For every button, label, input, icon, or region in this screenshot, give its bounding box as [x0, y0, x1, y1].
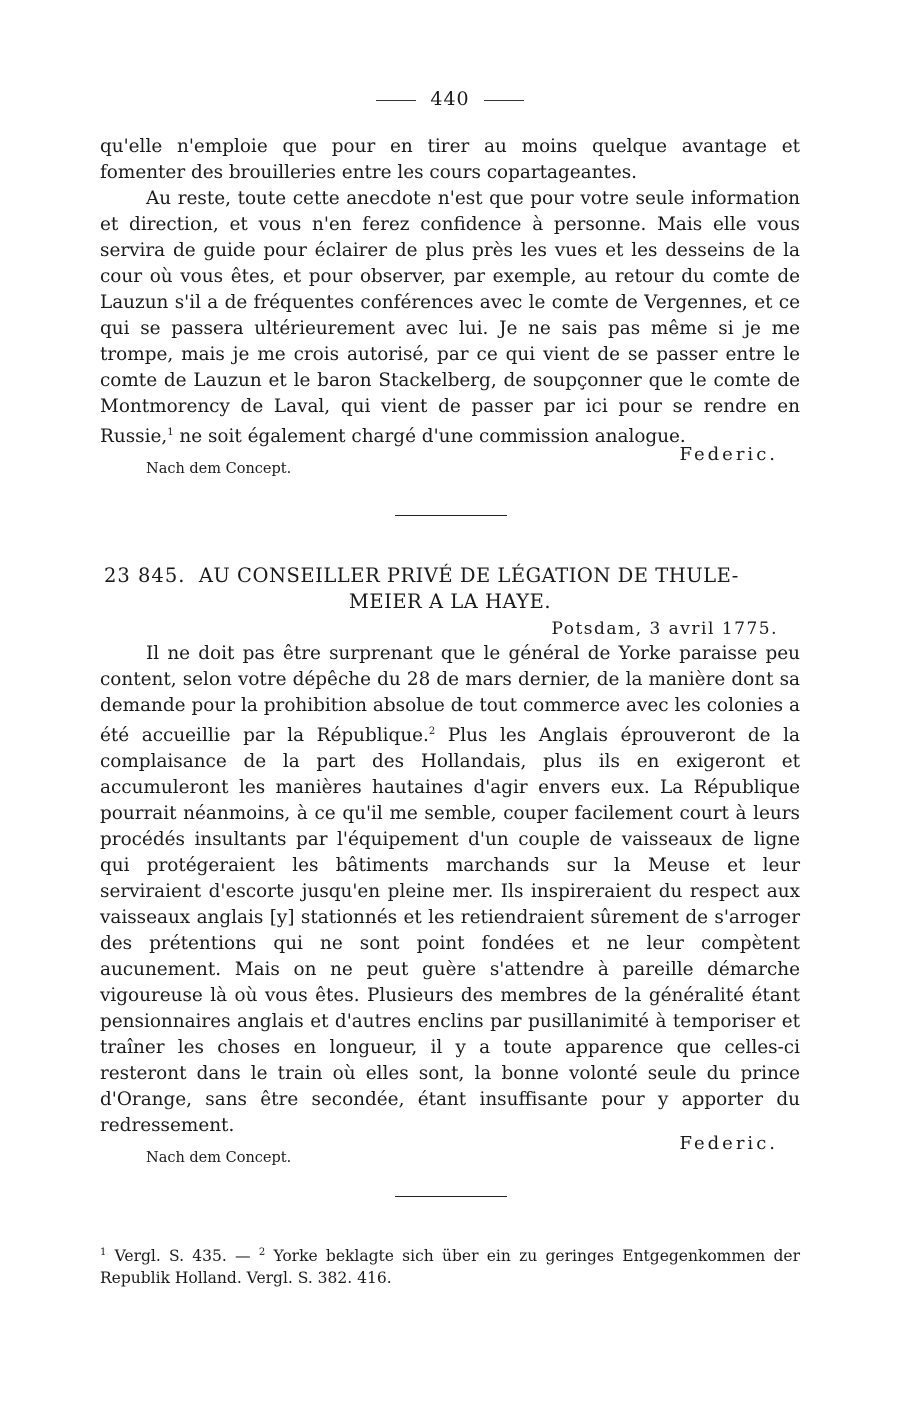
footnote-1-text: Vergl. S. 435. — — [106, 1247, 259, 1266]
section-divider-2 — [395, 1196, 507, 1197]
footnote-mark-2: 2 — [258, 1247, 266, 1258]
letter-2-heading — [100, 563, 800, 615]
letter-1-paragraph-end: ne soit également chargé d'une commission analogue. — [173, 426, 686, 448]
letter-2-title-line1: AU CONSEILLER PRIVÉ DE LÉGATION DE THULE- — [198, 564, 739, 587]
footnote-2-text: Yorke beklagte sich über ein zu geringes Entgegenkommen der Republik Holland. Vergl. S. 382. 416. — [100, 1247, 800, 1288]
letter-1-paragraph — [100, 186, 800, 450]
footnote-ref-2: 2 — [428, 726, 436, 737]
page-number: 440 — [430, 88, 470, 110]
footnote-ref-1: 1 — [167, 427, 174, 438]
section-divider-1 — [395, 515, 507, 516]
letter-2-paragraph — [100, 641, 800, 1139]
letter-2 — [100, 563, 800, 1166]
footnote-mark-1: 1 — [100, 1247, 107, 1258]
letter-2-title-line2: MEIER A LA HAYE. — [348, 590, 552, 613]
letter-2-source: Nach dem Concept. — [146, 1150, 292, 1167]
letter-1-signature: Federic. — [679, 444, 778, 466]
letter-1-continuation: qu'elle n'emploie que pour en tirer au moins quelque avantage et fomenter des brouilleries entre les cours copartageantes. — [100, 136, 800, 183]
letter-2-dateline: Potsdam, 3 avril 1775. — [551, 619, 778, 639]
letter-2-paragraph-a: Il ne doit pas être surprenant que le général de Yorke paraisse peu content, selon votre dépêche du 28 de mars dernier, de la manière dont sa demande pour la prohibition absolue de tout commerce avec les colonies a été accueillie par la République. — [100, 643, 800, 747]
letter-number: 23 845. — [104, 564, 186, 587]
header-dash-left — [376, 100, 416, 101]
footnotes — [100, 1242, 800, 1289]
letter-2-paragraph-b: Plus les Anglais éprouveront de la complaisance de la part des Hollandais, plus ils en exigeront et accumuleront les manières hautaines d'agir envers eux. La République pourrait néanmoins, à ce qu'il me semble, couper facilement court à leurs procédés insultants par l'équipement d'un couple de vaisseaux de ligne qui protégeraient les bâtiments marchands sur la Meuse et leur serviraient d'escorte jusqu'en pleine mer. Ils inspireraient du respect aux vaisseaux anglais [y] stationnés et les retiendraient sûrement de s'arroger des prétentions qui ne sont point fondées et ne leur compètent aucunement. Mais on ne peut guère s'attendre à pareille démarche vigoureuse là où vous êtes. Plusieurs des membres de la généralité étant pensionnaires anglais et d'autres enclins par pusillanimité à temporiser et traîner les choses en longueur, il y a toute apparence que celles-ci resteront dans le train où elles sont, la bonne volonté seule du prince d'Orange, sans être secondée, étant insuffisante pour y apporter du redressement. — [100, 725, 800, 1137]
letter-1-source: Nach dem Concept. — [146, 461, 292, 478]
letter-1 — [100, 134, 800, 477]
letter-1-paragraph-body: Au reste, toute cette anecdote n'est que pour votre seule information et direction, et vous n'en ferez confidence à personne. Mais elle vous servira de guide pour éclairer de plus près les vues et les desseins de la cour où vous êtes, et pour observer, par exemple, au retour du comte de Lauzun s'il a de fréquentes conférences avec le comte de Vergennes, et ce qui se passera ultérieurement avec lui. Je ne sais pas même si je me trompe, mais je me crois autorisé, par ce qui vient de se passer entre le comte de Lauzun et le baron Stackelberg, de soupçonner que le comte de Montmorency de Laval, qui vient de passer par ici pour se rendre en Russie, — [100, 188, 800, 448]
letter-2-heading-line1 — [104, 563, 800, 589]
header-dash-right — [484, 100, 524, 101]
page-header — [0, 88, 900, 110]
letter-2-signature: Federic. — [679, 1133, 778, 1155]
footnote-text — [100, 1242, 800, 1289]
